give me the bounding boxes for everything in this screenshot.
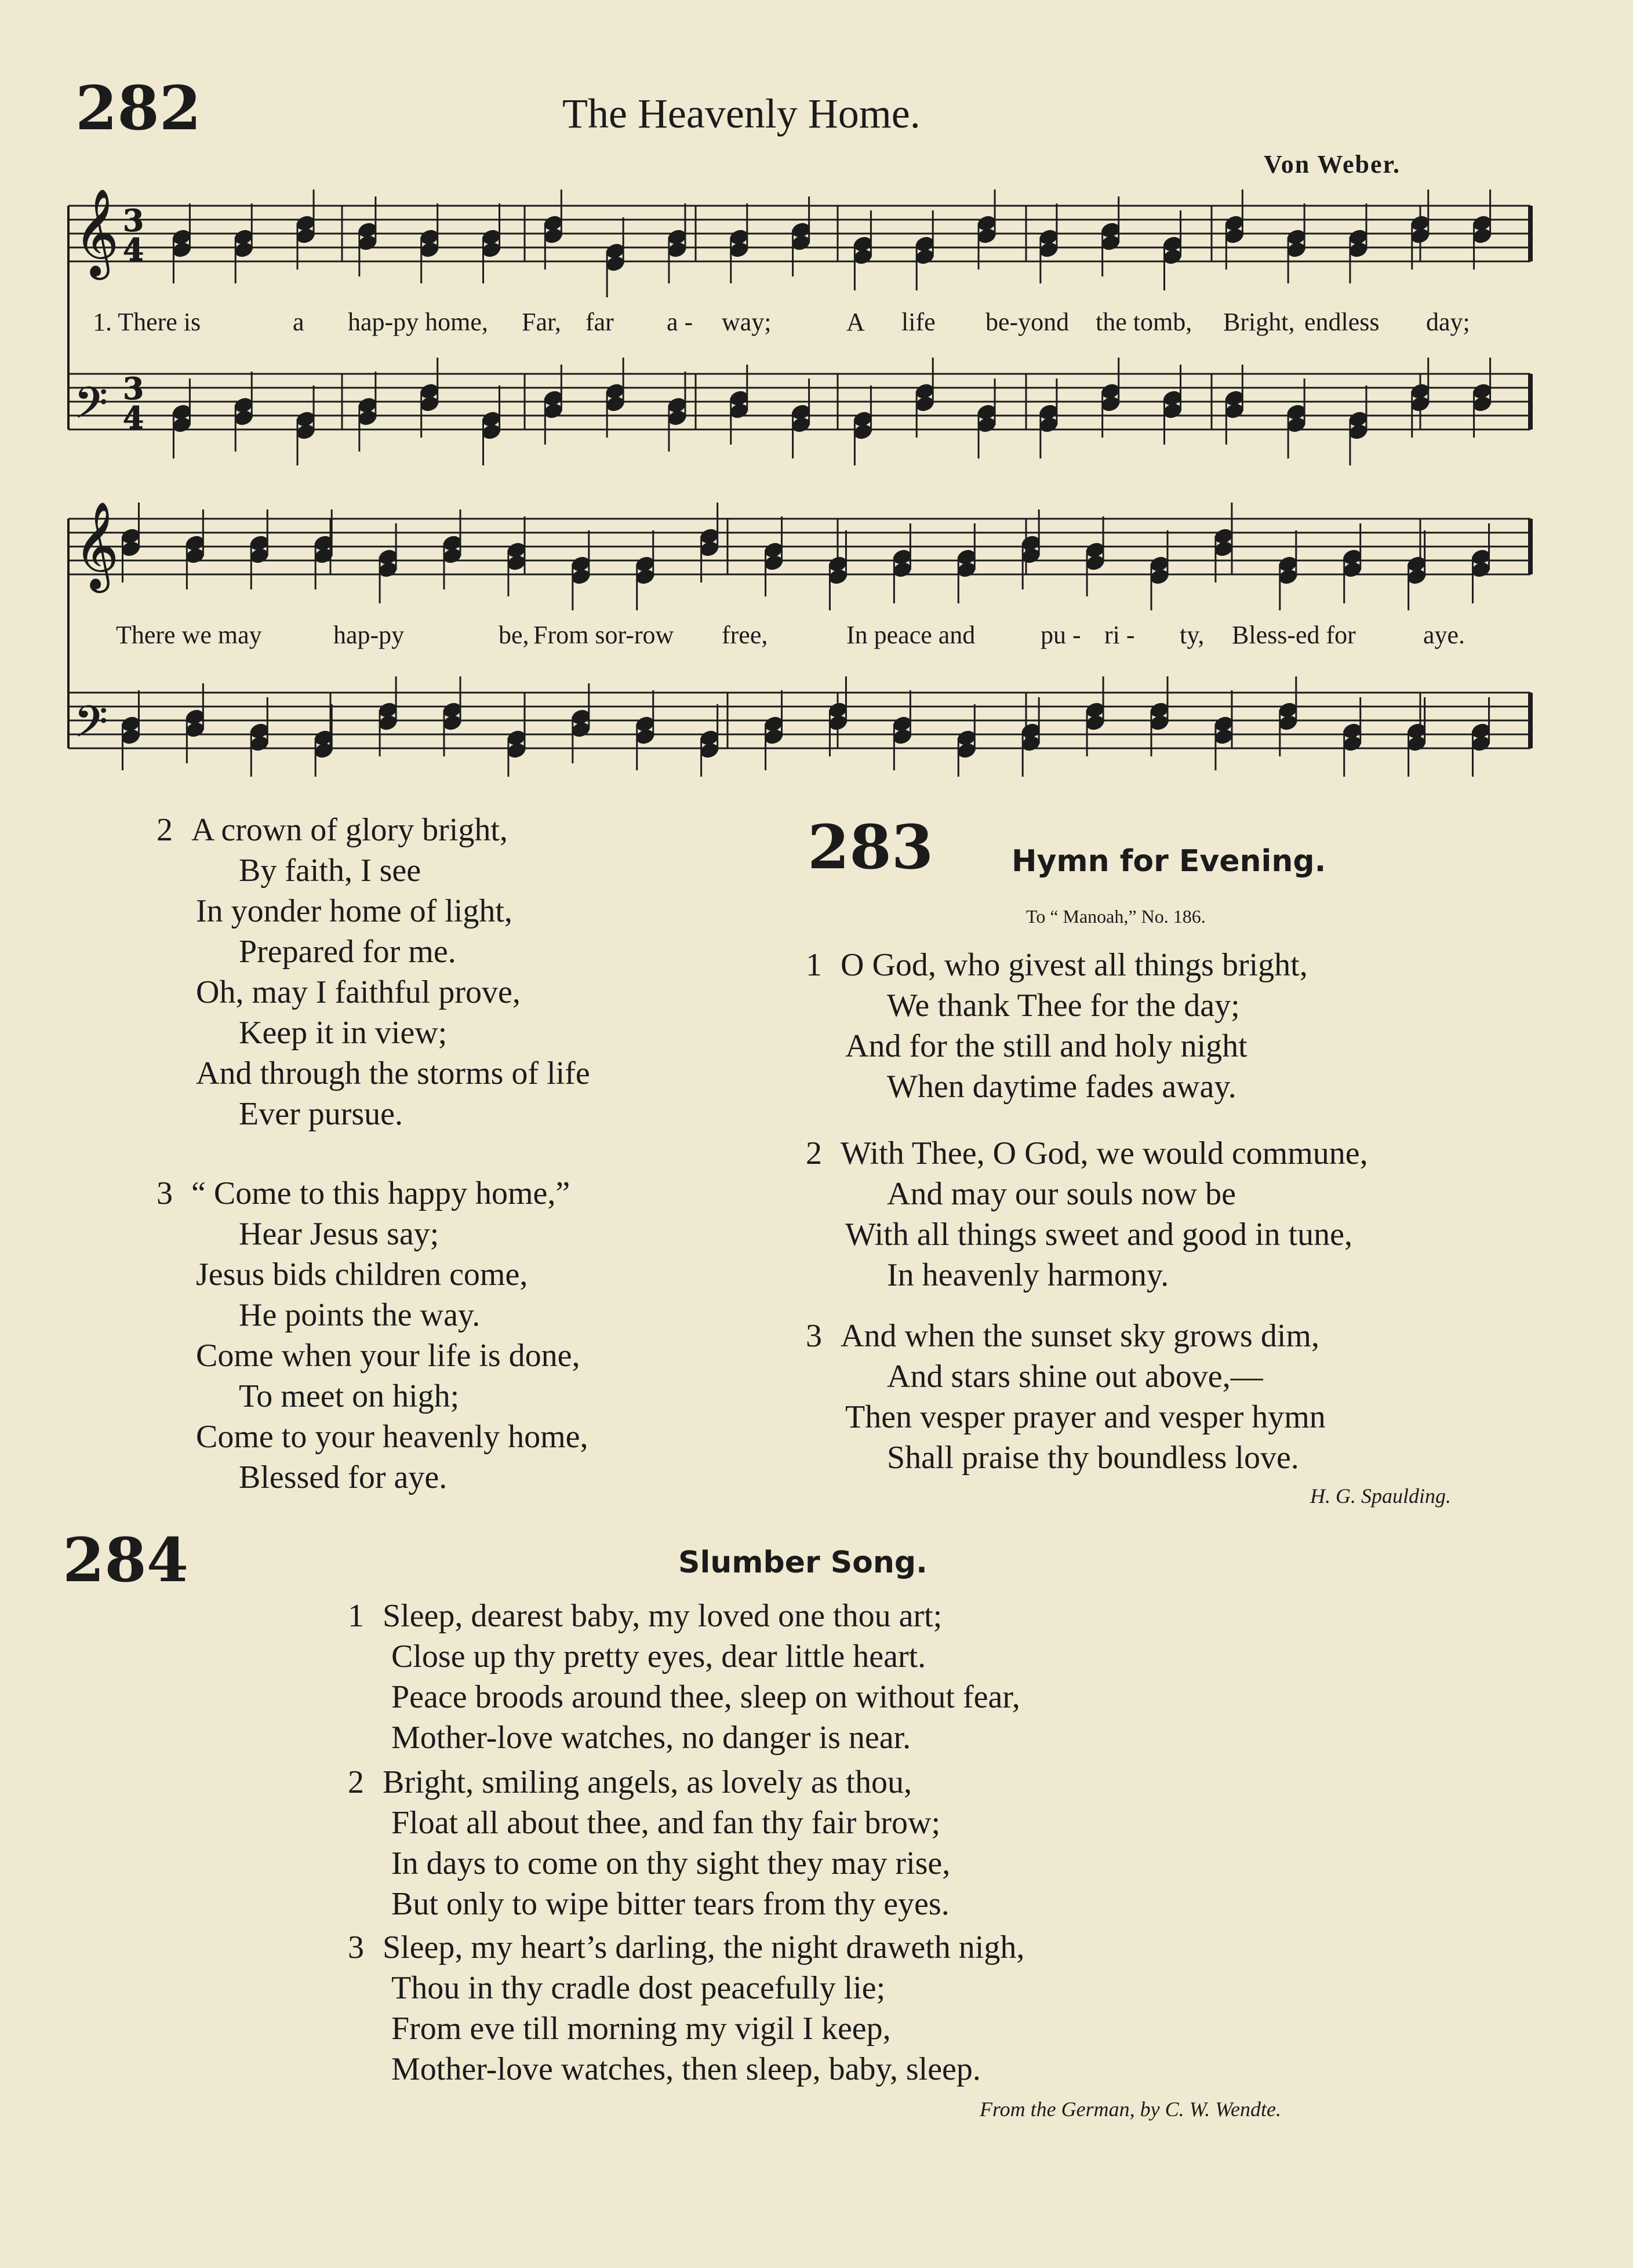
hymn284-verse-3 [348, 1927, 1024, 2089]
lyric-word: From sor-row [533, 621, 674, 649]
verse-line: In yonder home of light, [196, 893, 512, 929]
verse-line: He points the way. [239, 1297, 481, 1333]
verse-line: “ Come to this happy home,” [191, 1175, 570, 1211]
composer-credit: Von Weber. [1264, 150, 1401, 179]
lyric-word: In peace and [846, 621, 976, 649]
verse-line: Jesus bids children come, [196, 1257, 528, 1293]
verse-number: 2 [806, 1135, 822, 1171]
lyric-word: day; [1426, 308, 1470, 336]
lyric-word: free, [722, 621, 768, 649]
time-signature: 4 [123, 401, 144, 436]
verse-line: A crown of glory bright, [191, 812, 508, 848]
lyric-word: be, [499, 621, 529, 649]
author-credit-283: H. G. Spaulding. [1310, 1484, 1451, 1508]
hymn283-verse-1 [806, 945, 1308, 1107]
verse-line: In heavenly harmony. [887, 1257, 1169, 1293]
lyric-word: hap-py [333, 621, 405, 649]
hymn-title-283: Hymn for Evening. [1012, 844, 1326, 879]
verse-line: And stars shine out above,— [887, 1359, 1263, 1395]
verse-number: 2 [157, 812, 173, 848]
lyric-word: ri - [1104, 621, 1135, 649]
verse-line: Oh, may I faithful prove, [196, 974, 521, 1010]
clef-icon: 𝄞 [74, 501, 119, 589]
verse-line: From eve till morning my vigil I keep, [391, 2011, 891, 2047]
lyric-word: A [846, 308, 865, 336]
hymn282-verse-3 [157, 1173, 588, 1498]
verse-line: We thank Thee for the day; [887, 988, 1240, 1024]
verse-line: Sleep, my heart’s darling, the night draweth nigh, [383, 1930, 1025, 1965]
lyric-word: life [901, 308, 936, 336]
verse-line: Hear Jesus say; [239, 1216, 439, 1252]
verse-line: With all things sweet and good in tune, [845, 1217, 1352, 1253]
time-signature: 3 [123, 372, 144, 407]
verse-line: Float all about thee, and fan thy fair brow; [391, 1805, 941, 1841]
lyric-word: There we may [116, 621, 262, 649]
verse-number: 2 [348, 1764, 364, 1800]
time-signature: 4 [123, 232, 144, 268]
verse-number: 1 [806, 947, 822, 983]
clef-icon: 𝄢 [74, 697, 108, 758]
verse-line: When daytime fades away. [887, 1069, 1236, 1105]
lyric-word: far [585, 308, 614, 336]
hymn-number-282: 282 [75, 72, 202, 144]
lyric-word: Bless-ed for [1232, 621, 1356, 649]
verse-line: Ever pursue. [239, 1096, 403, 1132]
verse-line: By faith, I see [239, 853, 421, 889]
verse-line: Shall praise thy boundless love. [887, 1440, 1299, 1476]
tune-reference: To “ Manoah,” No. 186. [1026, 906, 1206, 927]
lyric-word: be-yond [985, 308, 1070, 336]
author-credit-284: From the German, by C. W. Wendte. [980, 2098, 1281, 2121]
verse-line: Prepared for me. [239, 934, 456, 970]
music-score [0, 0, 1633, 777]
verse-line: To meet on high; [239, 1378, 460, 1414]
lyric-word: the tomb, [1096, 308, 1192, 336]
verse-line: Mother-love watches, then sleep, baby, sleep. [391, 2051, 981, 2087]
verse-line: But only to wipe bitter tears from thy eyes. [391, 1886, 950, 1922]
hymn284-verse-1 [348, 1596, 1020, 1758]
verse-line: Mother-love watches, no danger is near. [391, 1720, 911, 1756]
verse-line: With Thee, O God, we would commune, [841, 1135, 1368, 1171]
hymn282-verse-2 [157, 810, 590, 1134]
verse-line: Then vesper prayer and vesper hymn [845, 1399, 1326, 1435]
lyric-word: aye. [1423, 621, 1465, 649]
verse-line: And for the still and holy night [845, 1028, 1248, 1064]
lyric-word: Bright, [1223, 308, 1295, 336]
verse-line: And through the storms of life [196, 1055, 590, 1091]
verse-line: Blessed for aye. [239, 1459, 448, 1495]
verse-number: 3 [806, 1318, 822, 1354]
time-signature: 3 [123, 203, 144, 239]
verse-line: Thou in thy cradle dost peacefully lie; [391, 1970, 886, 2006]
verse-line: O God, who givest all things bright, [841, 947, 1308, 983]
hymn-number-283: 283 [808, 811, 934, 883]
lyric-word: way; [722, 308, 772, 336]
lyric-word: endless [1304, 308, 1380, 336]
verse-line: Bright, smiling angels, as lovely as thou, [383, 1764, 912, 1800]
verse-line: Come when your life is done, [196, 1338, 580, 1374]
hymn-title-284: Slumber Song. [678, 1545, 928, 1580]
verse-line: Peace broods around thee, sleep on without fear, [391, 1679, 1020, 1715]
verse-line: Sleep, dearest baby, my loved one thou art; [383, 1598, 943, 1634]
hymn283-verse-3 [806, 1316, 1326, 1478]
clef-icon: 𝄢 [74, 378, 108, 439]
lyric-word: ty, [1180, 621, 1205, 649]
verse-number: 3 [348, 1930, 364, 1965]
verse-line: And when the sunset sky grows dim, [841, 1318, 1319, 1354]
lyric-word: pu - [1041, 621, 1081, 649]
hymn-number-284: 284 [63, 1524, 189, 1596]
lyric-word: 1. There is [93, 308, 201, 336]
lyric-word: a [293, 308, 304, 336]
clef-icon: 𝄞 [74, 188, 119, 276]
verse-line: In days to come on thy sight they may rise, [391, 1845, 951, 1881]
hymn284-verse-2 [348, 1762, 950, 1924]
hymn283-verse-2 [806, 1133, 1368, 1295]
verse-line: Keep it in view; [239, 1015, 448, 1051]
lyric-word: Far, [522, 308, 561, 336]
verse-line: And may our souls now be [887, 1176, 1236, 1212]
verse-line: Come to your heavenly home, [196, 1419, 588, 1455]
verse-line: Close up thy pretty eyes, dear little heart. [391, 1639, 926, 1674]
verse-number: 3 [157, 1175, 173, 1211]
lyric-word: a - [667, 308, 693, 336]
lyric-word: hap-py home, [348, 308, 488, 336]
verse-number: 1 [348, 1598, 364, 1634]
hymn-title-282: The Heavenly Home. [562, 90, 921, 137]
